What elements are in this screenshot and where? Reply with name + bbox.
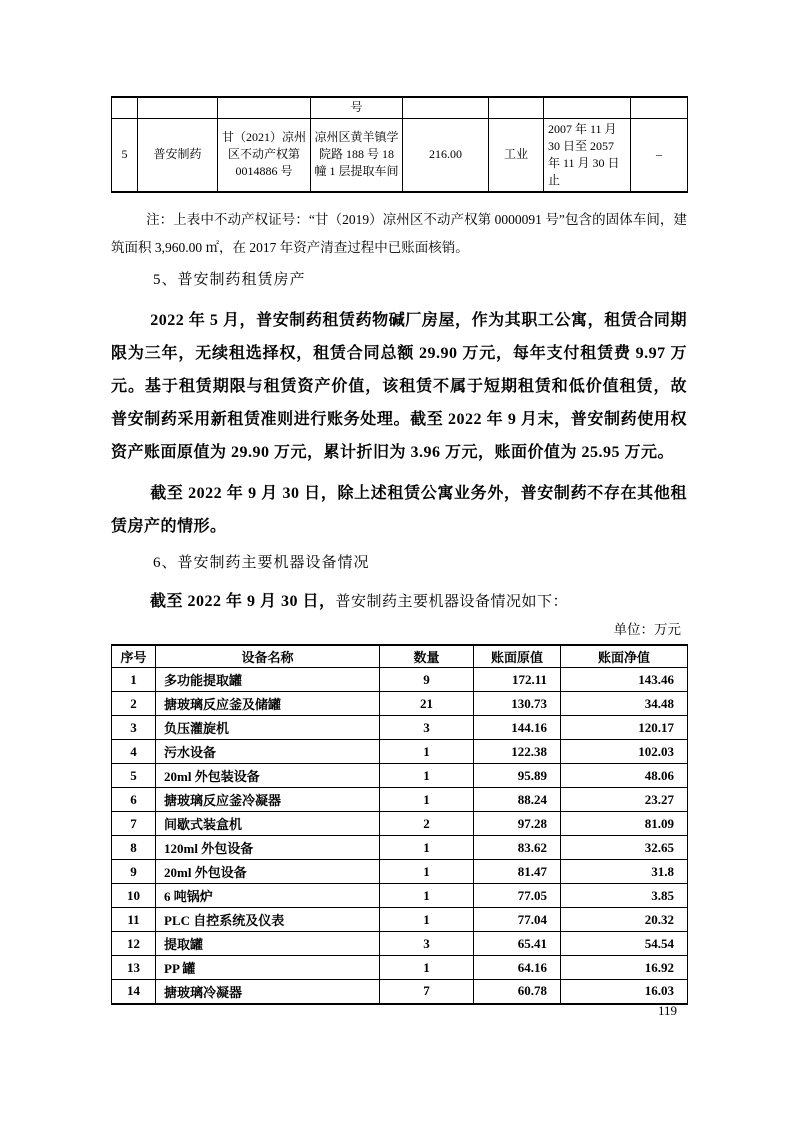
equipment-header-row xyxy=(112,645,688,668)
cell-quantity: 3 xyxy=(380,932,474,956)
cell-quantity: 21 xyxy=(380,692,474,716)
equipment-table xyxy=(111,644,688,1005)
cell-equipment-name: 搪玻璃冷凝器 xyxy=(156,980,380,1004)
cell-quantity: 7 xyxy=(380,980,474,1004)
cell-net-value: 16.92 xyxy=(561,956,688,980)
table-row-property-5 xyxy=(112,118,688,192)
cell-original-value: 60.78 xyxy=(474,980,561,1004)
cell-no: 4 xyxy=(112,740,156,764)
cell-original-value: 77.05 xyxy=(474,884,561,908)
cell-original-value: 122.38 xyxy=(474,740,561,764)
cell-no: 5 xyxy=(112,118,138,192)
section-heading-5: 5、普安制药租赁房产 xyxy=(153,271,306,288)
cell-quantity: 1 xyxy=(380,860,474,884)
table-row xyxy=(112,836,688,860)
cell-equipment-name: 污水设备 xyxy=(156,740,380,764)
cell-original-value: 65.41 xyxy=(474,932,561,956)
cell-no: 14 xyxy=(112,980,156,1004)
cell-usage: 工业 xyxy=(489,118,544,192)
table-row xyxy=(112,788,688,812)
section-heading-6: 6、普安制药主要机器设备情况 xyxy=(153,554,370,571)
table-row xyxy=(112,812,688,836)
cell-no: 12 xyxy=(112,932,156,956)
table-note: 注：上表中不动产权证号：“甘（2019）凉州区不动产权第 0000091 号”包含的固体车间，建筑面积 3,960.00 ㎡，在 2017 年资产清查过程中已账面核销。 xyxy=(111,211,687,255)
lease-paragraph-2: 截至 2022 年 9 月 30 日，除上述租赁公寓业务外，普安制药不存在其他租赁房产的情形。 xyxy=(111,484,687,535)
cell-net-value: 34.48 xyxy=(561,692,688,716)
cell-net-value: 32.65 xyxy=(561,836,688,860)
cell-net-value: 48.06 xyxy=(561,764,688,788)
cell-net-value: 102.03 xyxy=(561,740,688,764)
cell-company: 普安制药 xyxy=(138,118,218,192)
cell-cert-no: 甘（2021）凉州区不动产权第 0014886 号 xyxy=(218,118,311,192)
page-content xyxy=(111,0,687,1005)
cell-net-value: 120.17 xyxy=(561,716,688,740)
lease-paragraph-1: 2022 年 5 月，普安制药租赁药物碱厂房屋，作为其职工公寓，租赁合同期限为三年，无续租选择权，租赁合同总额 29.90 万元，每年支付租赁费 9.97 万元。基于租赁期限与租赁资产价值，该租赁不属于短期租赁和低价值租赁，故普安制药采用新租赁准则进行账务处理。截至 2022 年 9 月末，普安制药使用权资产账面原值为 29.90 万元，累计折旧为 3.96 万元，账面价值为 25.95 万元。 xyxy=(111,311,687,461)
cell-no: 3 xyxy=(112,716,156,740)
cell-quantity: 1 xyxy=(380,836,474,860)
table-row xyxy=(112,764,688,788)
cell-equipment-name: 负压灌旋机 xyxy=(156,716,380,740)
cell-no: 8 xyxy=(112,836,156,860)
table-row xyxy=(112,692,688,716)
cell-quantity: 9 xyxy=(380,668,474,692)
cell-equipment-name: 120ml 外包设备 xyxy=(156,836,380,860)
table-row xyxy=(112,908,688,932)
cell-original-value: 81.47 xyxy=(474,860,561,884)
cell-original-value: 77.04 xyxy=(474,908,561,932)
cell-original-value: 64.16 xyxy=(474,956,561,980)
cell-period: 2007 年 11 月 30 日至 2057 年 11 月 30 日止 xyxy=(544,118,631,192)
col-no: 序号 xyxy=(112,645,156,668)
col-qty: 数量 xyxy=(380,645,474,668)
table-row xyxy=(112,860,688,884)
cell-empty xyxy=(218,97,311,118)
cell-empty xyxy=(403,97,489,118)
cell-quantity: 1 xyxy=(380,956,474,980)
cell-net-value: 16.03 xyxy=(561,980,688,1004)
page-number: 119 xyxy=(657,1003,677,1018)
cell-no: 9 xyxy=(112,860,156,884)
table-row xyxy=(112,740,688,764)
cell-equipment-name: 20ml 外包装设备 xyxy=(156,764,380,788)
col-name: 设备名称 xyxy=(156,645,380,668)
cell-equipment-name: 搪玻璃反应釜及储罐 xyxy=(156,692,380,716)
cell-no: 6 xyxy=(112,788,156,812)
cell-no: 13 xyxy=(112,956,156,980)
cell-quantity: 1 xyxy=(380,788,474,812)
cell-original-value: 97.28 xyxy=(474,812,561,836)
table-row xyxy=(112,980,688,1004)
cell-no: 7 xyxy=(112,812,156,836)
cell-equipment-name: 提取罐 xyxy=(156,932,380,956)
cell-net-value: 54.54 xyxy=(561,932,688,956)
property-table xyxy=(111,96,688,193)
cell-empty xyxy=(631,97,688,118)
cell-original-value: 130.73 xyxy=(474,692,561,716)
cell-empty xyxy=(544,97,631,118)
cell-original-value: 95.89 xyxy=(474,764,561,788)
table-row xyxy=(112,668,688,692)
cell-original-value: 83.62 xyxy=(474,836,561,860)
cell-equipment-name: 20ml 外包设备 xyxy=(156,860,380,884)
cell-no: 5 xyxy=(112,764,156,788)
cell-net-value: 31.8 xyxy=(561,860,688,884)
table-row xyxy=(112,956,688,980)
cell-no: 2 xyxy=(112,692,156,716)
cell-net-value: 81.09 xyxy=(561,812,688,836)
cell-original-value: 172.11 xyxy=(474,668,561,692)
cell-net-value: 3.85 xyxy=(561,884,688,908)
cell-no: 10 xyxy=(112,884,156,908)
equipment-intro-rest: 普安制药主要机器设备情况如下： xyxy=(335,593,569,610)
cell-original-value: 144.16 xyxy=(474,716,561,740)
table-row-carryover xyxy=(112,97,688,118)
equipment-table-body xyxy=(112,668,688,1004)
cell-empty xyxy=(138,97,218,118)
cell-no: 1 xyxy=(112,668,156,692)
cell-equipment-name: PP 罐 xyxy=(156,956,380,980)
cell-area: 216.00 xyxy=(403,118,489,192)
cell-quantity: 1 xyxy=(380,764,474,788)
cell-equipment-name: 搪玻璃反应釜冷凝器 xyxy=(156,788,380,812)
table-row xyxy=(112,716,688,740)
table-row xyxy=(112,884,688,908)
unit-label: 单位：万元 xyxy=(613,621,681,637)
cell-net-value: 143.46 xyxy=(561,668,688,692)
cell-net-value: 20.32 xyxy=(561,908,688,932)
cell-quantity: 2 xyxy=(380,812,474,836)
cell-empty xyxy=(112,97,138,118)
cell-carryover-text: 号 xyxy=(311,97,403,118)
col-net-value: 账面净值 xyxy=(561,645,688,668)
cell-equipment-name: 多功能提取罐 xyxy=(156,668,380,692)
cell-net-value: 23.27 xyxy=(561,788,688,812)
cell-no: 11 xyxy=(112,908,156,932)
cell-equipment-name: PLC 自控系统及仪表 xyxy=(156,908,380,932)
cell-equipment-name: 6 吨锅炉 xyxy=(156,884,380,908)
cell-quantity: 1 xyxy=(380,908,474,932)
equipment-intro-date: 截至 2022 年 9 月 30 日， xyxy=(150,592,336,610)
equipment-intro xyxy=(111,589,687,615)
cell-address: 凉州区黄羊镇学院路 188 号 18 幢 1 层提取车间 xyxy=(311,118,403,192)
cell-quantity: 3 xyxy=(380,716,474,740)
table-row xyxy=(112,932,688,956)
col-original-value: 账面原值 xyxy=(474,645,561,668)
cell-quantity: 1 xyxy=(380,740,474,764)
cell-remark: – xyxy=(631,118,688,192)
cell-equipment-name: 间歇式装盒机 xyxy=(156,812,380,836)
cell-original-value: 88.24 xyxy=(474,788,561,812)
cell-quantity: 1 xyxy=(380,884,474,908)
cell-empty xyxy=(489,97,544,118)
